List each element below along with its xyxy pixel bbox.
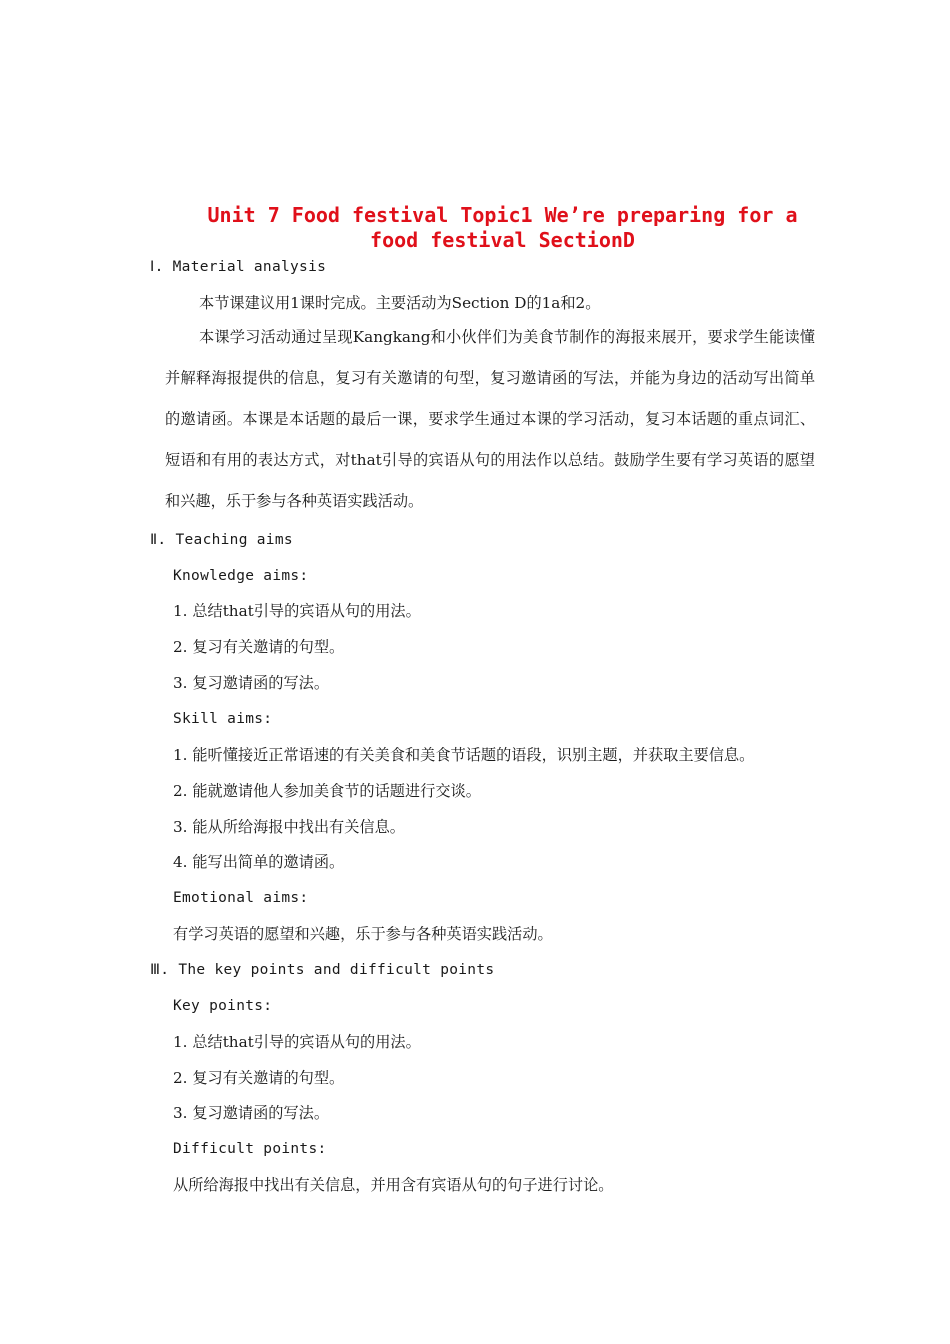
key-point-item: 2. 复习有关邀请的句型。 xyxy=(173,1069,345,1087)
knowledge-aim-item: 1. 总结that引导的宾语从句的用法。 xyxy=(173,602,421,620)
emotional-aims-text: 有学习英语的愿望和兴趣，乐于参与各种英语实践活动。 xyxy=(173,925,553,943)
skill-aim-item: 4. 能写出简单的邀请函。 xyxy=(173,853,345,871)
skill-aims-label: Skill aims: xyxy=(173,711,273,727)
difficult-points-text: 从所给海报中找出有关信息，并用含有宾语从句的句子进行讨论。 xyxy=(173,1176,614,1194)
knowledge-aims-label: Knowledge aims: xyxy=(173,568,309,584)
emotional-aims-label: Emotional aims: xyxy=(173,890,309,906)
title-line-2: food festival SectionD xyxy=(370,228,635,252)
knowledge-aim-item: 2. 复习有关邀请的句型。 xyxy=(173,638,345,656)
skill-aim-item: 2. 能就邀请他人参加美食节的话题进行交谈。 xyxy=(173,782,481,800)
skill-aim-item: 1. 能听懂接近正常语速的有关美食和美食节话题的语段，识别主题，并获取主要信息。 xyxy=(173,746,755,764)
section-1-paragraph-2: 本课学习活动通过呈现Kangkang和小伙伴们为美食节制作的海报来展开，要求学生能读懂并解释海报提供的信息，复习有关邀请的句型，复习邀请函的写法，并能为身边的活动写出简单的邀请函。本课是本话题的最后一课，要求学生通过本课的学习活动，复习本话题的重点词汇、短语和有用的表达方式，对that引导的宾语从句的用法作以总结。鼓励学生要有学习英语的愿望和兴趣，乐于参与各种英语实践活动。 xyxy=(165,328,815,510)
section-1-paragraph-1: 本节课建议用1课时完成。主要活动为Section D的1a和2。 xyxy=(199,294,601,312)
section-3-heading: Ⅲ. The key points and difficult points xyxy=(150,962,495,978)
section-1-heading: Ⅰ. Material analysis xyxy=(150,259,327,275)
section-2-heading: Ⅱ. Teaching aims xyxy=(150,532,293,548)
title-line-1: Unit 7 Food festival Topic1 We’re preparing for a xyxy=(207,203,798,227)
key-points-label: Key points: xyxy=(173,998,273,1014)
key-point-item: 3. 复习邀请函的写法。 xyxy=(173,1104,330,1122)
skill-aim-item: 3. 能从所给海报中找出有关信息。 xyxy=(173,818,405,836)
knowledge-aim-item: 3. 复习邀请函的写法。 xyxy=(173,674,330,692)
difficult-points-label: Difficult points: xyxy=(173,1141,327,1157)
key-point-item: 1. 总结that引导的宾语从句的用法。 xyxy=(173,1033,421,1051)
document-title xyxy=(150,203,855,253)
